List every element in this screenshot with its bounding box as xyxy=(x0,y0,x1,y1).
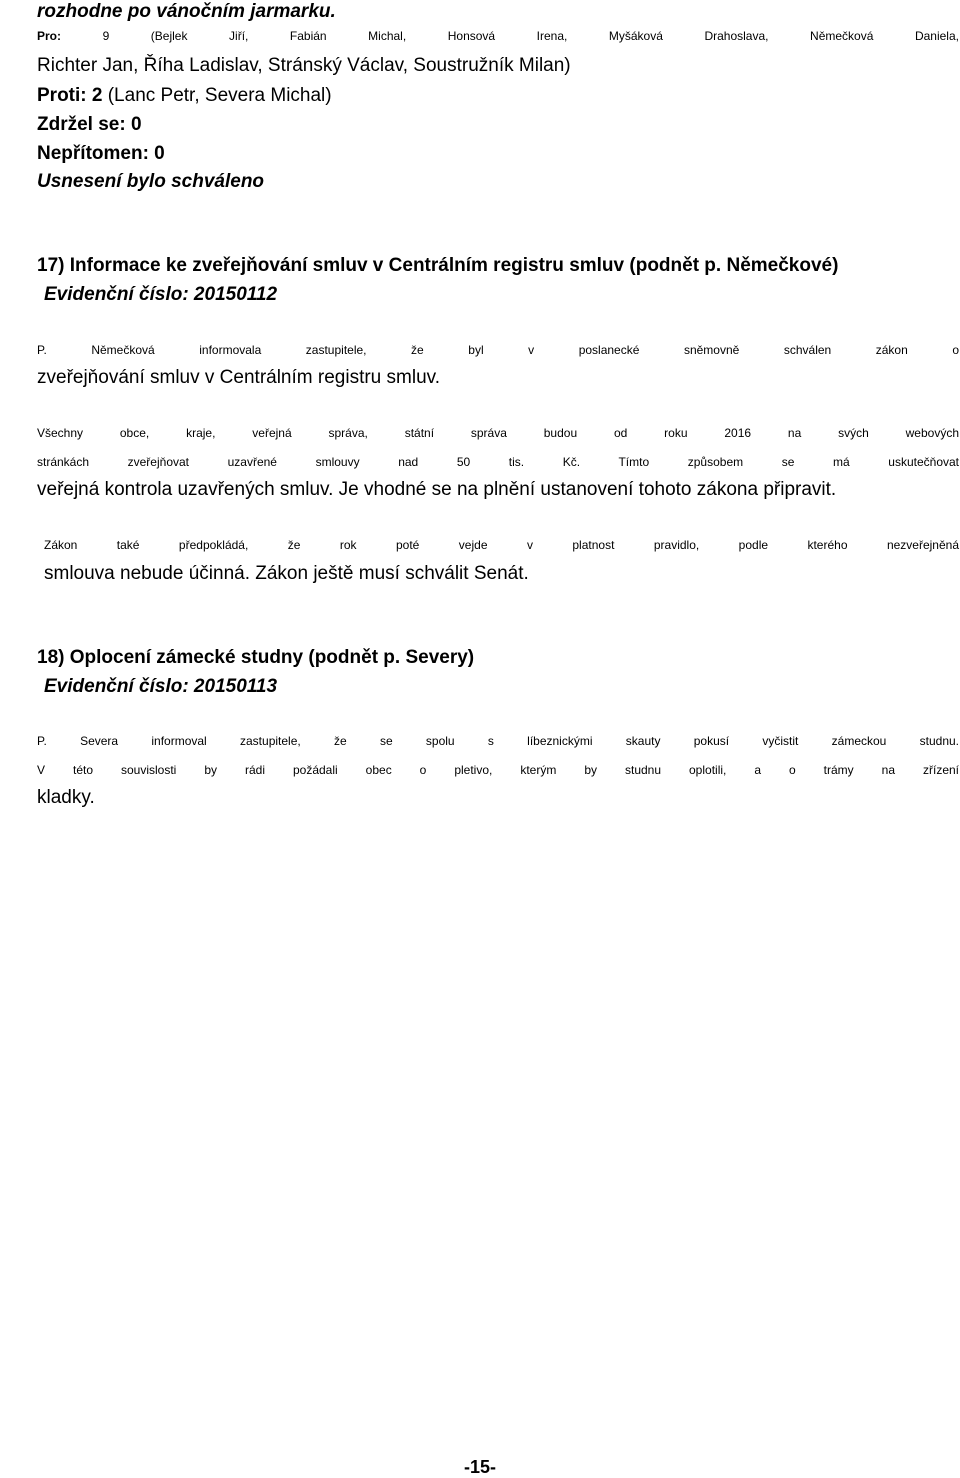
section-18-paragraph-1-line-1: P. Severa informoval zastupitele, že se spolu s líbeznickými skauty pokusí vyčistit zámeckou studnu. xyxy=(37,734,959,748)
section-17-paragraph-3-line-1: Zákon také předpokládá, že rok poté vejde v platnost pravidlo, podle kterého nezveřejněná xyxy=(44,538,959,552)
vote-proti-line xyxy=(37,84,332,108)
section-17-paragraph-3-line-2: smlouva nebude účinná. Zákon ještě musí schválit Senát. xyxy=(44,563,529,584)
section-18-paragraph-1-line-3: kladky. xyxy=(37,787,95,808)
vote-absent: Nepřítomen: 0 xyxy=(37,143,165,164)
vote-pro-names-continued: Richter Jan, Říha Ladislav, Stránský Václav, Soustružník Milan) xyxy=(37,55,571,76)
vote-pro-names: 9 (Bejlek Jiří, Fabián Michal, Honsová Irena, Myšáková Drahoslava, Němečková Daniela, xyxy=(102,29,959,43)
vote-pro-label: Pro: xyxy=(37,29,61,43)
vote-proti-names: (Lanc Petr, Severa Michal) xyxy=(107,85,332,106)
section-17-heading: 17) Informace ke zveřejňování smluv v Centrálním registru smluv (podnět p. Němečkové) xyxy=(37,255,839,276)
section-18-heading: 18) Oplocení zámecké studny (podnět p. Severy) xyxy=(37,647,475,668)
resolution-text-end: rozhodne po vánočním jarmarku. xyxy=(37,1,336,22)
vote-pro-line xyxy=(37,24,959,48)
section-17-paragraph-2-line-3: veřejná kontrola uzavřených smluv. Je vhodné se na plnění ustanovení tohoto zákona připravit. xyxy=(37,479,837,500)
section-17-paragraph-1-line-1: P. Němečková informovala zastupitele, že byl v poslanecké sněmovně schválen zákon o xyxy=(37,343,959,357)
page-number: -15- xyxy=(463,1457,496,1477)
section-17-evidence-number: Evidenční číslo: 20150112 xyxy=(44,284,278,305)
resolution-result: Usnesení bylo schváleno xyxy=(37,171,265,192)
section-17-paragraph-1-line-2: zveřejňování smluv v Centrálním registru smluv. xyxy=(37,367,440,388)
section-17-paragraph-2-line-1: Všechny obce, kraje, veřejná správa, státní správa budou od roku 2016 na svých webových xyxy=(37,426,959,440)
section-18-evidence-number: Evidenční číslo: 20150113 xyxy=(44,676,278,697)
section-17-paragraph-2-line-2: stránkách zveřejňovat uzavřené smlouvy nad 50 tis. Kč. Tímto způsobem se má uskutečňovat xyxy=(37,455,959,469)
vote-proti-label: Proti: 2 xyxy=(37,85,103,106)
section-18-paragraph-1-line-2: V této souvislosti by rádi požádali obec o pletivo, kterým by studnu oplotili, a o trámy na zřízení xyxy=(37,763,959,777)
vote-abstained: Zdržel se: 0 xyxy=(37,114,142,135)
